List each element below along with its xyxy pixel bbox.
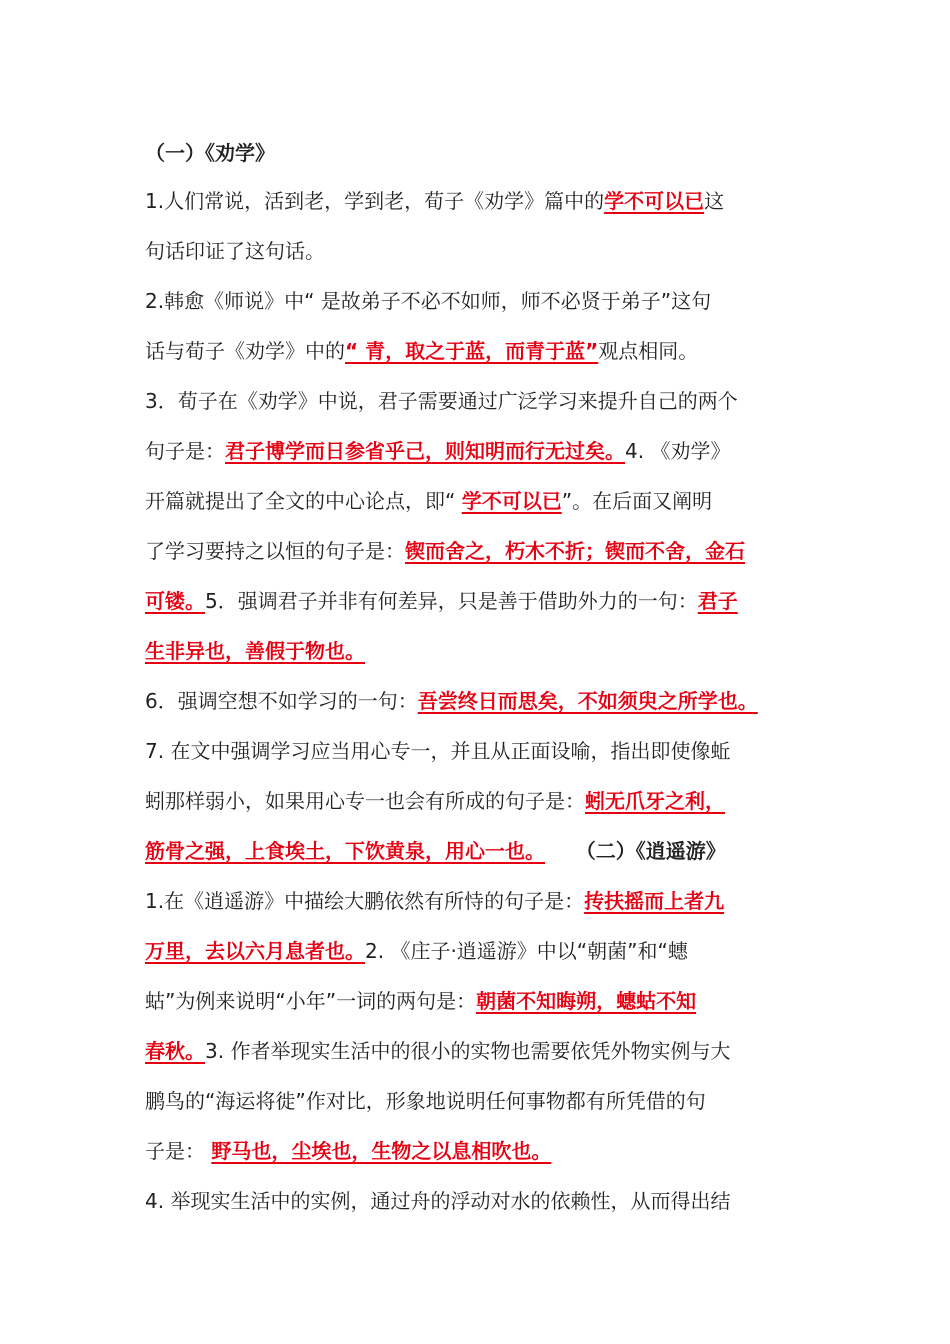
xiaoyao-question-2-line bbox=[145, 986, 696, 1016]
answer-text: 万里，去以六月息者也。 bbox=[145, 939, 365, 963]
answer-text: 春秋。 bbox=[145, 1039, 205, 1063]
answer-text: 锲而舍之，朽木不折；锲而不舍，金石 bbox=[405, 539, 745, 563]
question-text: 2. 《庄子·逍遥游》中以“朝菌”和“蟪 bbox=[365, 939, 688, 963]
answer-text: 君子博学而日参省乎己，则知明而行无过矣。 bbox=[225, 439, 625, 463]
answer-text: 君子 bbox=[697, 589, 738, 613]
question-text: 3. 作者举现实生活中的很小的实物也需要依凭外物实例与大 bbox=[205, 1039, 731, 1063]
question-text: 4. 《劝学》 bbox=[625, 439, 731, 463]
question-text: 5．强调君子并非有何差异，只是善于借助外力的一句： bbox=[205, 589, 698, 613]
answer-text: 抟扶摇而上者九 bbox=[584, 889, 725, 913]
answer-text: 学不可以已 bbox=[604, 189, 705, 213]
question-text: 蚓那样弱小，如果用心专一也会有所成的句子是： bbox=[145, 789, 585, 813]
question-4-line-1 bbox=[145, 486, 712, 516]
question-text: 了学习要持之以恒的句子是： bbox=[145, 539, 405, 563]
question-1-line-2: 句话印证了这句话。 bbox=[145, 239, 325, 263]
answer-text: 学不可以已 bbox=[461, 489, 562, 513]
question-2-line-2 bbox=[145, 336, 698, 366]
question-2-line-1: 2.韩愈《师说》中“ 是故弟子不必不如师，师不必贤于弟子”这句 bbox=[145, 289, 712, 313]
answer-text: 可镂。 bbox=[145, 589, 205, 613]
question-text: 话与荀子《劝学》中的 bbox=[145, 339, 345, 363]
xiaoyao-question-3-line-2: 鹏鸟的“海运将徙”作对比，形象地说明任何事物都有所凭借的句 bbox=[145, 1089, 706, 1113]
question-3-line-1: 3．荀子在《劝学》中说，君子需要通过广泛学习来提升自己的两个 bbox=[145, 389, 738, 413]
answer-text: 蚓无爪牙之利， bbox=[585, 789, 725, 813]
question-text: 子是： bbox=[145, 1139, 212, 1163]
answer-text: 筋骨之强，上食埃土，下饮黄泉，用心一也。 bbox=[145, 839, 545, 863]
question-5-line-1 bbox=[145, 586, 738, 616]
question-4-line-2 bbox=[145, 536, 745, 566]
answer-text: 生非异也，善假于物也。 bbox=[145, 639, 365, 663]
question-5-line-2 bbox=[145, 636, 365, 666]
question-text: 开篇就提出了全文的中心论点，即“ bbox=[145, 489, 462, 513]
xiaoyao-question-3-line-3 bbox=[145, 1136, 551, 1166]
xiaoyao-question-4-line-1: 4. 举现实生活中的实例，通过舟的浮动对水的依赖性，从而得出结 bbox=[145, 1189, 731, 1213]
question-7-line-1: 7. 在文中强调学习应当用心专一，并且从正面设喻，指出即使像蚯 bbox=[145, 739, 731, 763]
question-text: ”。在后面又阐明 bbox=[561, 489, 713, 513]
question-text: 1.人们常说，活到老，学到老，荀子《劝学》篇中的 bbox=[145, 189, 605, 213]
question-1-line-1 bbox=[145, 186, 724, 216]
question-text: 1.在《逍遥游》中描绘大鹏依然有所恃的句子是： bbox=[145, 889, 585, 913]
answer-text: 吾尝终日而思矣，不如须臾之所学也。 bbox=[417, 689, 758, 713]
question-text: 观点相同。 bbox=[598, 339, 699, 363]
answer-text: 朝菌不知晦朔，蟪蛄不知 bbox=[476, 989, 697, 1013]
question-3-line-2 bbox=[145, 436, 730, 466]
answer-text: “ 青，取之于蓝，而青于蓝” bbox=[345, 339, 599, 363]
section-title-quanxue: （一）《劝学》 bbox=[145, 141, 275, 165]
xiaoyao-question-3-line-1 bbox=[145, 1036, 730, 1066]
xiaoyao-question-1-line-1 bbox=[145, 886, 724, 916]
question-text: 6．强调空想不如学习的一句： bbox=[145, 689, 418, 713]
question-text: 蛄”为例来说明“小年”一词的两句是： bbox=[145, 989, 477, 1013]
section-title-xiaoyaoyou: （二）《逍遥游》 bbox=[575, 839, 726, 863]
answer-text: 野马也，尘埃也，生物之以息相吹也。 bbox=[211, 1139, 552, 1163]
xiaoyao-question-1-line-2 bbox=[145, 936, 688, 966]
question-text: 这 bbox=[704, 189, 725, 213]
question-6-line bbox=[145, 686, 758, 716]
question-7-line-3 bbox=[145, 836, 726, 866]
question-text: 句子是： bbox=[145, 439, 225, 463]
question-7-line-2 bbox=[145, 786, 725, 816]
